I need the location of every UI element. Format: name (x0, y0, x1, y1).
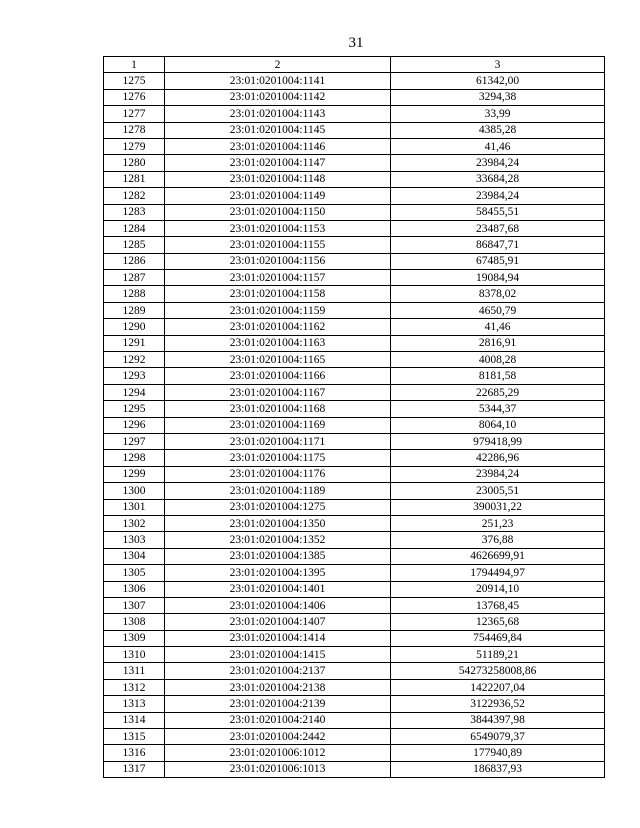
row-number-cell: 1302 (104, 515, 165, 531)
table-row (104, 679, 605, 695)
table-row (104, 761, 605, 777)
table-row (104, 384, 605, 400)
value-cell: 67485,91 (391, 253, 605, 269)
value-cell: 3294,38 (391, 89, 605, 105)
row-number-cell: 1295 (104, 401, 165, 417)
row-number-cell: 1290 (104, 319, 165, 335)
value-cell: 4385,28 (391, 122, 605, 138)
value-cell: 86847,71 (391, 237, 605, 253)
value-cell: 8064,10 (391, 417, 605, 433)
value-cell: 54273258008,86 (391, 663, 605, 679)
cadastral-number-cell: 23:01:0201006:1012 (165, 745, 391, 761)
cadastral-number-cell: 23:01:0201004:1189 (165, 483, 391, 499)
table-row (104, 597, 605, 613)
row-number-cell: 1280 (104, 155, 165, 171)
value-cell: 19084,94 (391, 270, 605, 286)
row-number-cell: 1309 (104, 630, 165, 646)
table-row (104, 499, 605, 515)
row-number-cell: 1287 (104, 270, 165, 286)
table-row (104, 466, 605, 482)
row-number-cell: 1308 (104, 614, 165, 630)
row-number-cell: 1298 (104, 450, 165, 466)
cadastral-number-cell: 23:01:0201004:1275 (165, 499, 391, 515)
value-cell: 251,23 (391, 515, 605, 531)
row-number-cell: 1305 (104, 565, 165, 581)
table-row (104, 483, 605, 499)
row-number-cell: 1293 (104, 368, 165, 384)
value-cell: 754469,84 (391, 630, 605, 646)
row-number-cell: 1306 (104, 581, 165, 597)
value-cell: 22685,29 (391, 384, 605, 400)
row-number-cell: 1307 (104, 597, 165, 613)
cadastral-number-cell: 23:01:0201004:1415 (165, 647, 391, 663)
cadastral-number-cell: 23:01:0201004:1407 (165, 614, 391, 630)
value-cell: 61342,00 (391, 73, 605, 89)
cadastral-number-cell: 23:01:0201004:2139 (165, 696, 391, 712)
value-cell: 20914,10 (391, 581, 605, 597)
column-header: 1 (104, 57, 165, 73)
value-cell: 390031,22 (391, 499, 605, 515)
row-number-cell: 1313 (104, 696, 165, 712)
row-number-cell: 1294 (104, 384, 165, 400)
value-cell: 376,88 (391, 532, 605, 548)
value-cell: 3844397,98 (391, 712, 605, 728)
table-row (104, 204, 605, 220)
table-row (104, 171, 605, 187)
cadastral-number-cell: 23:01:0201004:1141 (165, 73, 391, 89)
cadastral-number-cell: 23:01:0201004:2138 (165, 679, 391, 695)
cadastral-number-cell: 23:01:0201004:1168 (165, 401, 391, 417)
cadastral-number-cell: 23:01:0201004:1149 (165, 188, 391, 204)
row-number-cell: 1312 (104, 679, 165, 695)
cadastral-number-cell: 23:01:0201004:1414 (165, 630, 391, 646)
value-cell: 23984,24 (391, 466, 605, 482)
value-cell: 8181,58 (391, 368, 605, 384)
table-row (104, 515, 605, 531)
table-header-row (104, 57, 605, 73)
row-number-cell: 1285 (104, 237, 165, 253)
value-cell: 1794494,97 (391, 565, 605, 581)
table-row (104, 532, 605, 548)
row-number-cell: 1300 (104, 483, 165, 499)
table-row (104, 581, 605, 597)
value-cell: 23984,24 (391, 155, 605, 171)
value-cell: 42286,96 (391, 450, 605, 466)
cadastral-number-cell: 23:01:0201004:1401 (165, 581, 391, 597)
cadastral-number-cell: 23:01:0201004:1385 (165, 548, 391, 564)
table-row (104, 548, 605, 564)
cadastral-number-cell: 23:01:0201004:2137 (165, 663, 391, 679)
data-table (103, 56, 605, 778)
cadastral-number-cell: 23:01:0201004:1142 (165, 89, 391, 105)
table-row (104, 417, 605, 433)
table-row (104, 401, 605, 417)
table-row (104, 302, 605, 318)
cadastral-number-cell: 23:01:0201004:1157 (165, 270, 391, 286)
row-number-cell: 1303 (104, 532, 165, 548)
value-cell: 5344,37 (391, 401, 605, 417)
value-cell: 51189,21 (391, 647, 605, 663)
table-row (104, 663, 605, 679)
value-cell: 4626699,91 (391, 548, 605, 564)
cadastral-number-cell: 23:01:0201004:1406 (165, 597, 391, 613)
value-cell: 41,46 (391, 319, 605, 335)
table-row (104, 335, 605, 351)
cadastral-number-cell: 23:01:0201004:1158 (165, 286, 391, 302)
value-cell: 23984,24 (391, 188, 605, 204)
table-row (104, 73, 605, 89)
value-cell: 186837,93 (391, 761, 605, 777)
value-cell: 177940,89 (391, 745, 605, 761)
cadastral-number-cell: 23:01:0201004:2140 (165, 712, 391, 728)
value-cell: 1422207,04 (391, 679, 605, 695)
table-row (104, 565, 605, 581)
value-cell: 4650,79 (391, 302, 605, 318)
cadastral-number-cell: 23:01:0201004:1395 (165, 565, 391, 581)
table-row (104, 89, 605, 105)
cadastral-number-cell: 23:01:0201004:1169 (165, 417, 391, 433)
value-cell: 979418,99 (391, 433, 605, 449)
table-body (104, 73, 605, 778)
cadastral-number-cell: 23:01:0201004:2442 (165, 729, 391, 745)
row-number-cell: 1314 (104, 712, 165, 728)
row-number-cell: 1289 (104, 302, 165, 318)
cadastral-number-cell: 23:01:0201006:1013 (165, 761, 391, 777)
cadastral-number-cell: 23:01:0201004:1155 (165, 237, 391, 253)
row-number-cell: 1283 (104, 204, 165, 220)
value-cell: 58455,51 (391, 204, 605, 220)
cadastral-number-cell: 23:01:0201004:1150 (165, 204, 391, 220)
cadastral-number-cell: 23:01:0201004:1166 (165, 368, 391, 384)
table-row (104, 220, 605, 236)
row-number-cell: 1284 (104, 220, 165, 236)
cadastral-number-cell: 23:01:0201004:1156 (165, 253, 391, 269)
value-cell: 13768,45 (391, 597, 605, 613)
row-number-cell: 1304 (104, 548, 165, 564)
cadastral-number-cell: 23:01:0201004:1153 (165, 220, 391, 236)
table-row (104, 319, 605, 335)
row-number-cell: 1286 (104, 253, 165, 269)
cadastral-number-cell: 23:01:0201004:1162 (165, 319, 391, 335)
row-number-cell: 1281 (104, 171, 165, 187)
table-row (104, 253, 605, 269)
cadastral-number-cell: 23:01:0201004:1167 (165, 384, 391, 400)
table-row (104, 696, 605, 712)
row-number-cell: 1288 (104, 286, 165, 302)
table-row (104, 122, 605, 138)
cadastral-number-cell: 23:01:0201004:1165 (165, 352, 391, 368)
cadastral-number-cell: 23:01:0201004:1350 (165, 515, 391, 531)
table-row (104, 352, 605, 368)
cadastral-number-cell: 23:01:0201004:1159 (165, 302, 391, 318)
row-number-cell: 1301 (104, 499, 165, 515)
table-row (104, 745, 605, 761)
row-number-cell: 1317 (104, 761, 165, 777)
table-row (104, 286, 605, 302)
row-number-cell: 1310 (104, 647, 165, 663)
table-row (104, 106, 605, 122)
column-header: 3 (391, 57, 605, 73)
cadastral-number-cell: 23:01:0201004:1352 (165, 532, 391, 548)
table-row (104, 138, 605, 154)
table-row (104, 237, 605, 253)
value-cell: 33684,28 (391, 171, 605, 187)
table-row (104, 647, 605, 663)
value-cell: 12365,68 (391, 614, 605, 630)
row-number-cell: 1292 (104, 352, 165, 368)
cadastral-number-cell: 23:01:0201004:1145 (165, 122, 391, 138)
cadastral-number-cell: 23:01:0201004:1147 (165, 155, 391, 171)
row-number-cell: 1296 (104, 417, 165, 433)
cadastral-number-cell: 23:01:0201004:1143 (165, 106, 391, 122)
table-row (104, 155, 605, 171)
row-number-cell: 1279 (104, 138, 165, 154)
cadastral-number-cell: 23:01:0201004:1148 (165, 171, 391, 187)
value-cell: 33,99 (391, 106, 605, 122)
cadastral-number-cell: 23:01:0201004:1163 (165, 335, 391, 351)
cadastral-number-cell: 23:01:0201004:1175 (165, 450, 391, 466)
table-row (104, 270, 605, 286)
table-row (104, 614, 605, 630)
table-row (104, 712, 605, 728)
row-number-cell: 1311 (104, 663, 165, 679)
row-number-cell: 1297 (104, 433, 165, 449)
value-cell: 23005,51 (391, 483, 605, 499)
value-cell: 6549079,37 (391, 729, 605, 745)
value-cell: 23487,68 (391, 220, 605, 236)
column-header: 2 (165, 57, 391, 73)
row-number-cell: 1291 (104, 335, 165, 351)
table-row (104, 630, 605, 646)
row-number-cell: 1315 (104, 729, 165, 745)
row-number-cell: 1276 (104, 89, 165, 105)
cadastral-number-cell: 23:01:0201004:1176 (165, 466, 391, 482)
row-number-cell: 1275 (104, 73, 165, 89)
value-cell: 41,46 (391, 138, 605, 154)
value-cell: 4008,28 (391, 352, 605, 368)
row-number-cell: 1277 (104, 106, 165, 122)
value-cell: 3122936,52 (391, 696, 605, 712)
table-row (104, 729, 605, 745)
row-number-cell: 1282 (104, 188, 165, 204)
value-cell: 2816,91 (391, 335, 605, 351)
page-number: 31 (348, 35, 364, 51)
table-row (104, 368, 605, 384)
value-cell: 8378,02 (391, 286, 605, 302)
row-number-cell: 1316 (104, 745, 165, 761)
cadastral-number-cell: 23:01:0201004:1146 (165, 138, 391, 154)
cadastral-number-cell: 23:01:0201004:1171 (165, 433, 391, 449)
table-row (104, 450, 605, 466)
table-row (104, 188, 605, 204)
table-row (104, 433, 605, 449)
row-number-cell: 1278 (104, 122, 165, 138)
row-number-cell: 1299 (104, 466, 165, 482)
